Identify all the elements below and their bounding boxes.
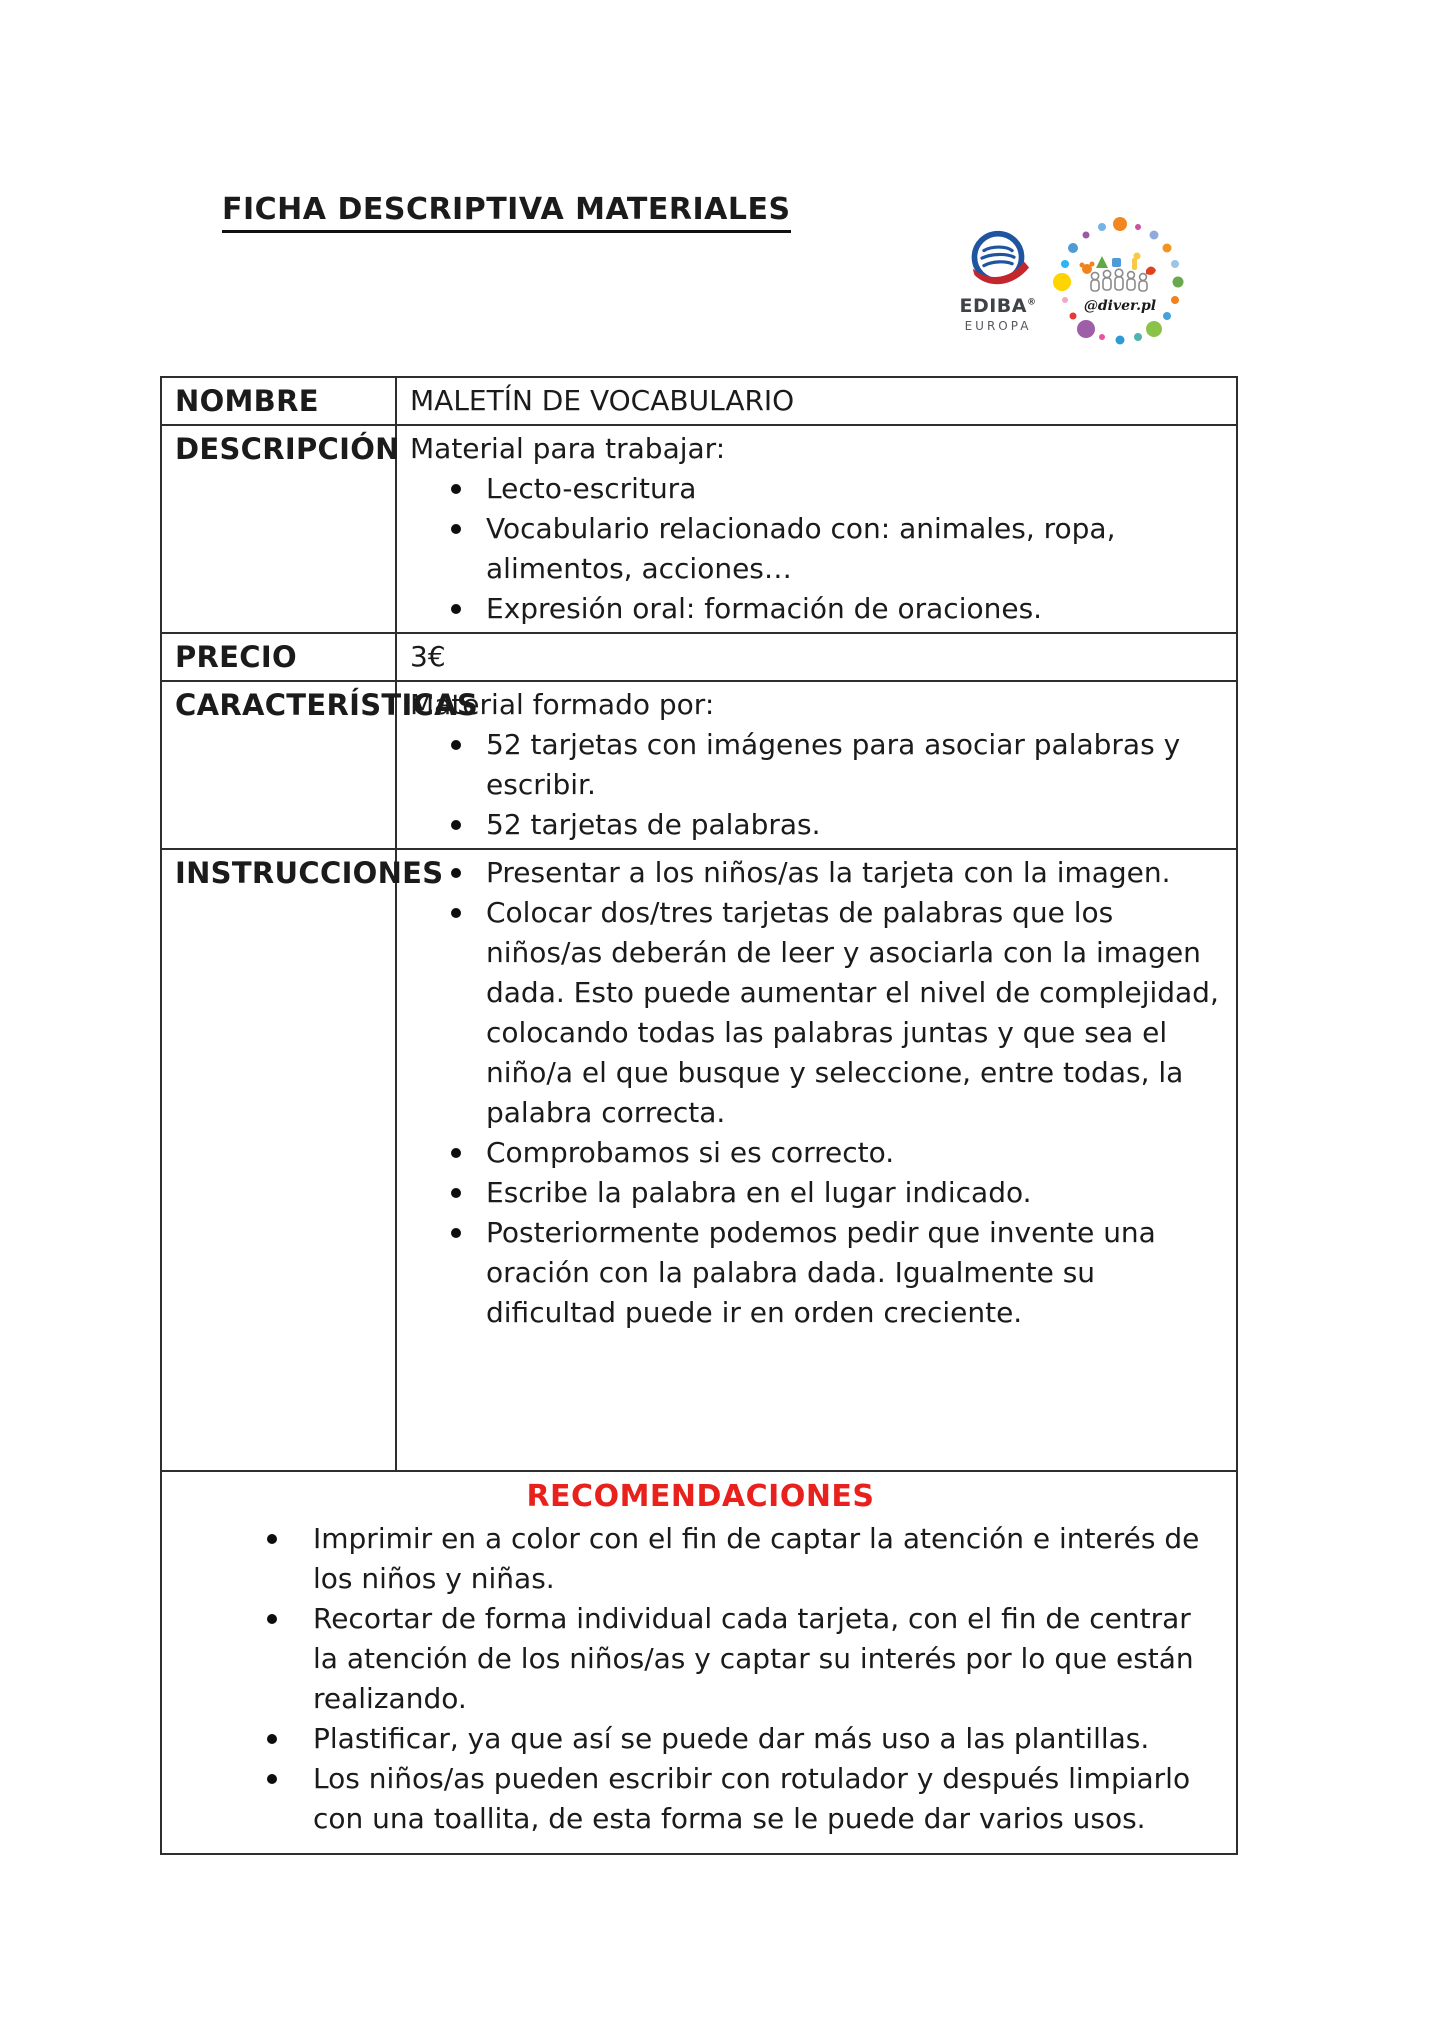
list-item: 52 tarjetas de palabras.: [486, 805, 1220, 845]
caracteristicas-bullet-list: [410, 725, 1226, 845]
recomendaciones-bullet-list: [175, 1519, 1226, 1839]
row-value-nombre: MALETÍN DE VOCABULARIO: [396, 377, 1237, 425]
caracteristicas-intro: Material formado por:: [410, 688, 715, 721]
recommendations-heading: RECOMENDACIONES: [526, 1479, 875, 1514]
table-row-nombre: [161, 377, 1237, 425]
ediba-brand-text: EDIBA®: [959, 295, 1037, 317]
ediba-globe-icon: [964, 228, 1032, 292]
list-item: Plastificar, ya que así se puede dar más uso a las plantillas.: [313, 1719, 1212, 1759]
row-value-descripcion: [396, 425, 1237, 633]
materials-table: [160, 376, 1238, 1855]
row-value-precio: 3€: [396, 633, 1237, 681]
list-item: Expresión oral: formación de oraciones.: [486, 589, 1220, 629]
row-label-descripcion: DESCRIPCIÓN: [161, 425, 396, 633]
table-row-precio: [161, 633, 1237, 681]
list-item: Presentar a los niños/as la tarjeta con la imagen.: [486, 853, 1220, 893]
table-row-recomendaciones: [161, 1471, 1237, 1854]
recomendaciones-cell: [161, 1471, 1237, 1854]
table-row-descripcion: [161, 425, 1237, 633]
row-value-instrucciones: [396, 849, 1237, 1471]
ediba-region-text: EUROPA: [964, 319, 1032, 333]
list-item: Vocabulario relacionado con: animales, ropa, alimentos, acciones…: [486, 509, 1220, 589]
diver-logo: [1040, 206, 1200, 358]
list-item: Recortar de forma individual cada tarjeta, con el fin de centrar la atención de los niños/as y captar su interés por lo que están realizando.: [313, 1599, 1212, 1719]
list-item: Los niños/as pueden escribir con rotulador y después limpiarlo con una toallita, de esta forma se le puede dar varios usos.: [313, 1759, 1212, 1839]
diver-dots-icon: [1040, 206, 1200, 358]
list-item: Imprimir en a color con el fin de captar la atención e interés de los niños y niñas.: [313, 1519, 1212, 1599]
list-item: Colocar dos/tres tarjetas de palabras que los niños/as deberán de leer y asociarla con la imagen dada. Esto puede aumentar el nivel de complejidad, colocando todas las palabras juntas y que sea el niño/a el que busque y seleccione, entre todas, la palabra correcta.: [486, 893, 1220, 1133]
row-label-caracteristicas: CARACTERÍSTICAS: [161, 681, 396, 849]
table-row-instrucciones: [161, 849, 1237, 1471]
descripcion-intro: Material para trabajar:: [410, 432, 726, 465]
list-item: Escribe la palabra en el lugar indicado.: [486, 1173, 1220, 1213]
list-item: Comprobamos si es correcto.: [486, 1133, 1220, 1173]
list-item: 52 tarjetas con imágenes para asociar palabras y escribir.: [486, 725, 1220, 805]
row-value-caracteristicas: [396, 681, 1237, 849]
page-title: FICHA DESCRIPTIVA MATERIALES: [222, 192, 791, 233]
descripcion-bullet-list: [410, 469, 1226, 629]
ediba-logo: [948, 228, 1048, 332]
table-row-caracteristicas: [161, 681, 1237, 849]
diver-handle-text: @diver.pl: [1083, 298, 1157, 314]
row-label-nombre: NOMBRE: [161, 377, 396, 425]
list-item: Posteriormente podemos pedir que invente una oración con la palabra dada. Igualmente su dificultad puede ir en orden creciente.: [486, 1213, 1220, 1333]
row-label-instrucciones: INSTRUCCIONES: [161, 849, 396, 1471]
row-label-precio: PRECIO: [161, 633, 396, 681]
instrucciones-bullet-list: [410, 853, 1226, 1333]
list-item: Lecto-escritura: [486, 469, 1220, 509]
